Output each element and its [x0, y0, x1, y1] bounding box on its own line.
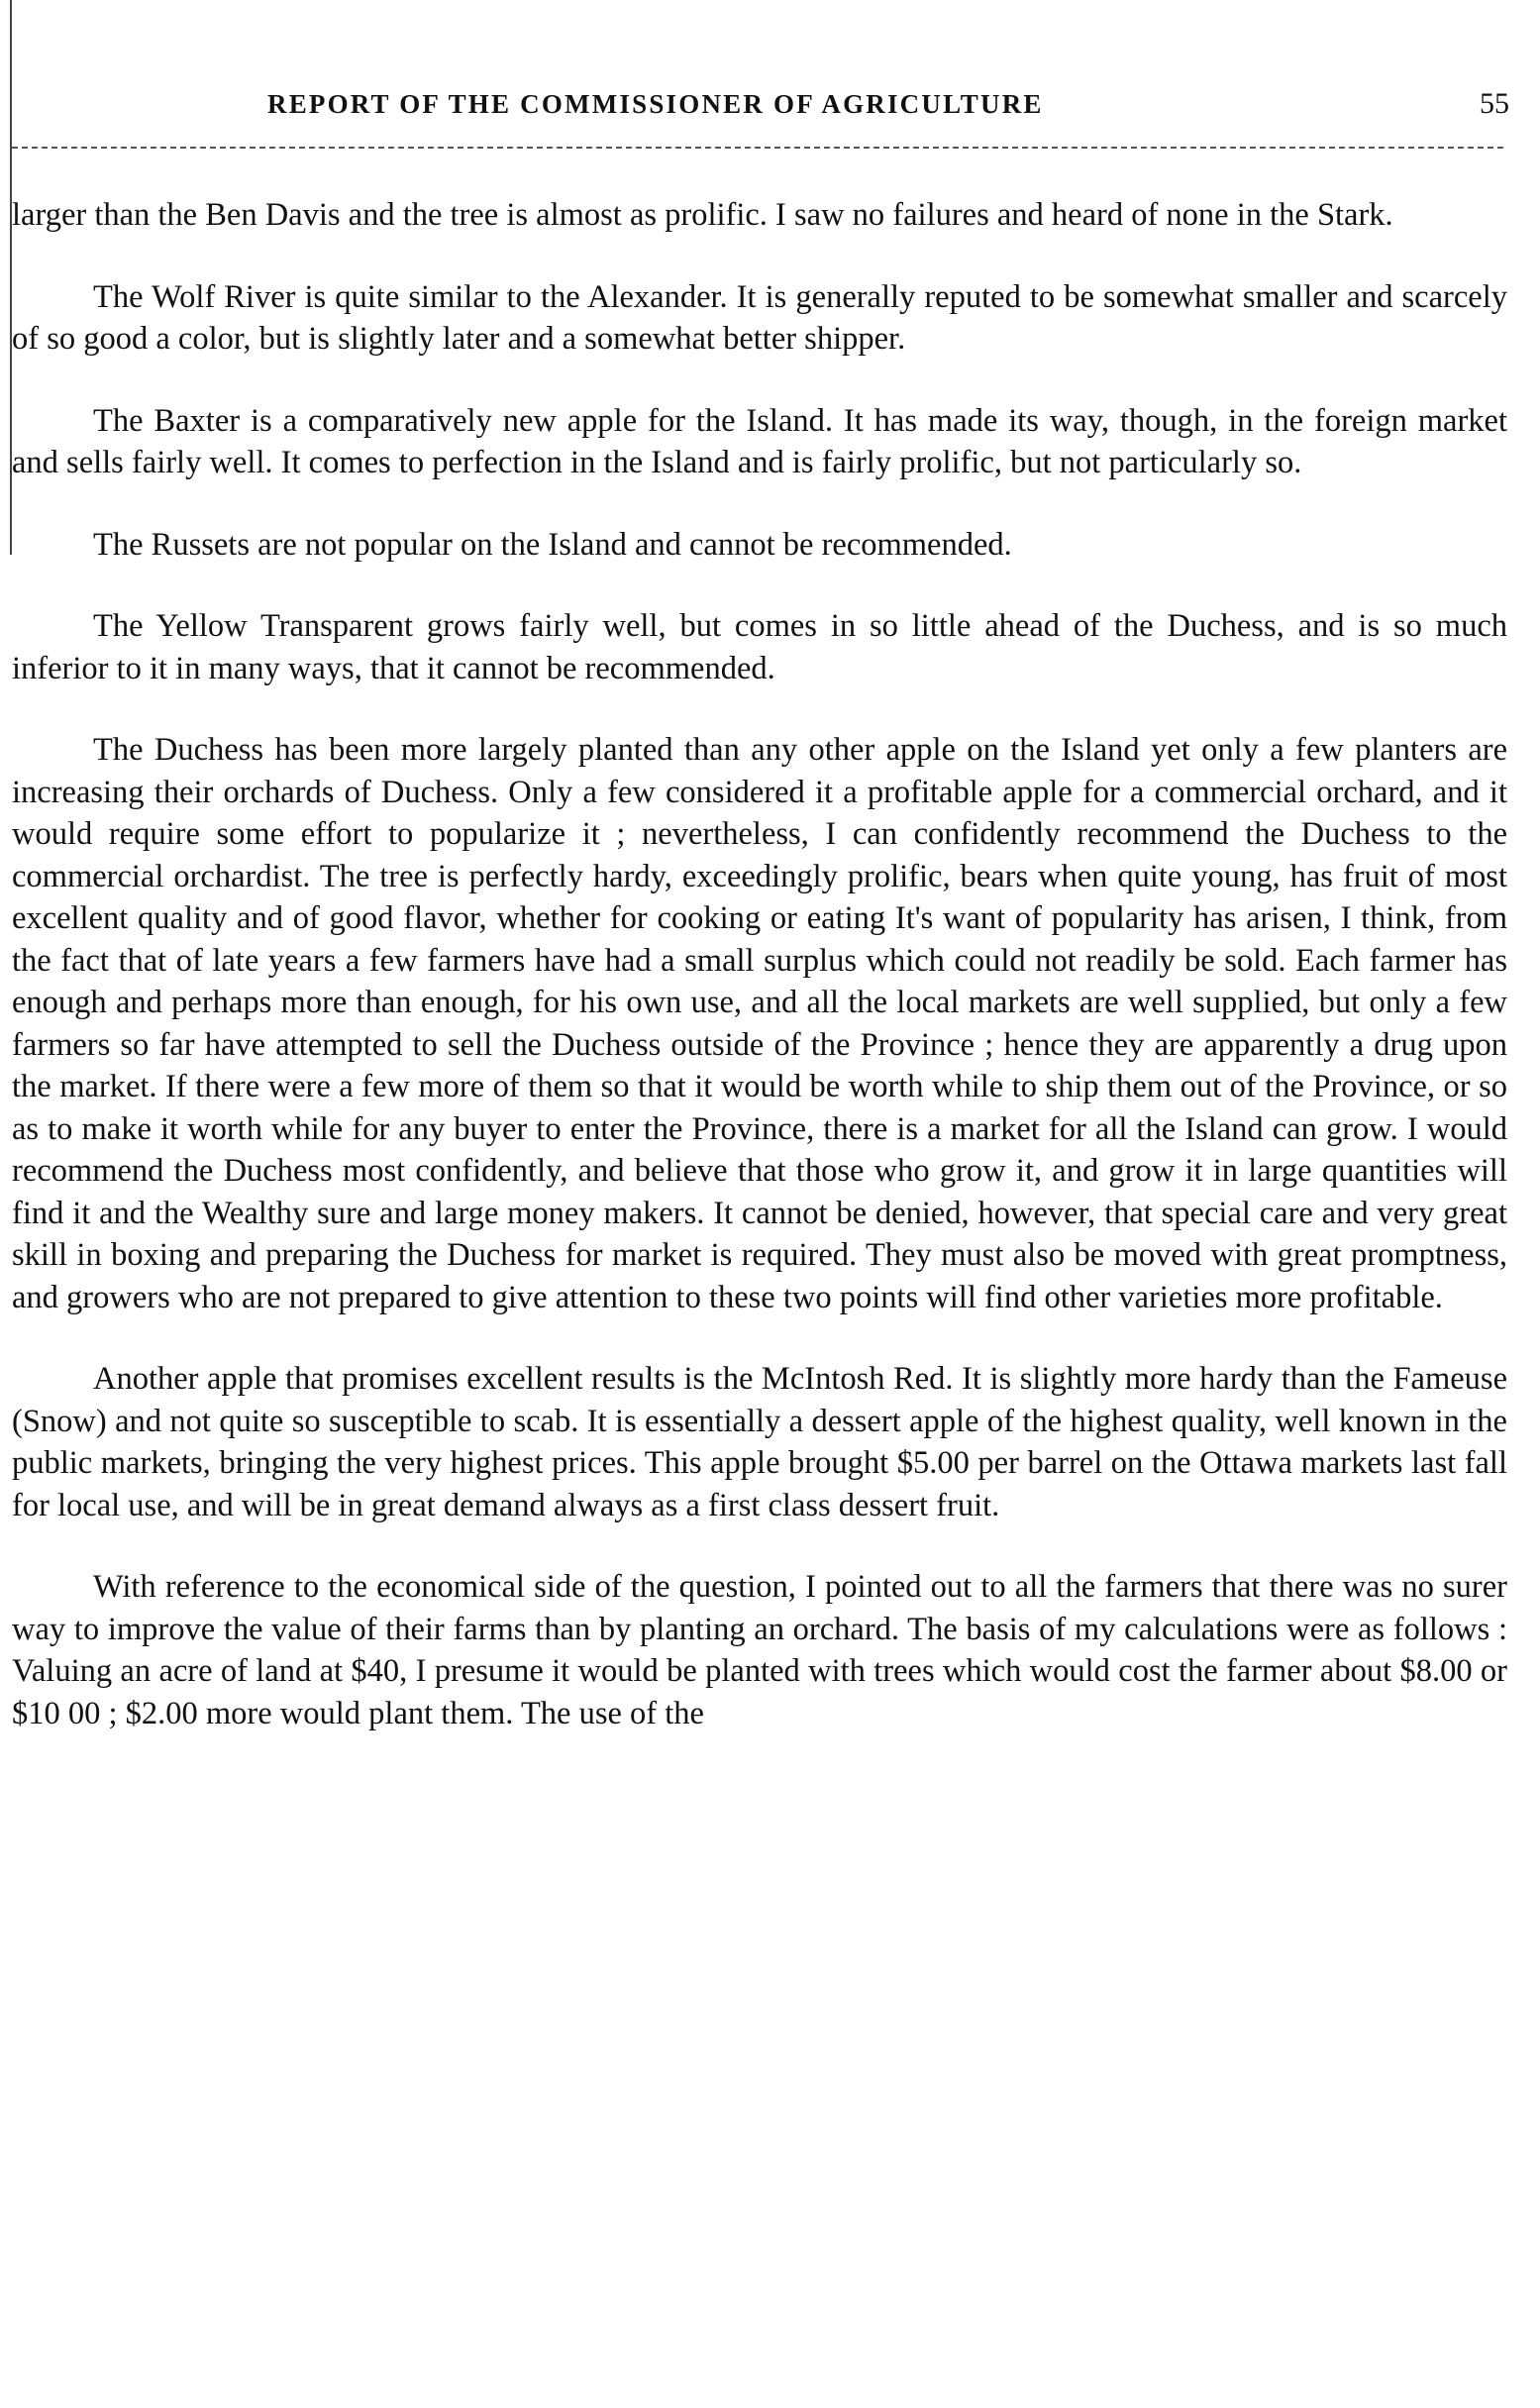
- paragraph-continuation: larger than the Ben Davis and the tree is almost as prolific. I saw no failures and heard of none in the Stark.: [12, 197, 1393, 233]
- paragraph-baxter: The Baxter is a comparatively new apple for the Island. It has made its way, though, in the foreign market and sells fairly well. It comes to perfection in the Island and is fairly prolific, but not particularly so.: [12, 402, 1507, 480]
- page-header: [12, 85, 1509, 131]
- paragraph-russets: The Russets are not popular on the Island and cannot be recommended.: [93, 526, 1012, 563]
- running-title: REPORT OF THE COMMISSIONER OF AGRICULTURE: [267, 89, 1044, 119]
- paragraph-duchess: The Duchess has been more largely planted than any other apple on the Island yet only a few planters are increasing their orchards of Duchess. Only a few considered it a profitable apple for a commercial orchard, and it would require some effort to popularize it ; nevertheless, I can confidently recommend the Duchess to the commercial orchardist. The tree is perfectly hardy, exceedingly prolific, bears when quite young, has fruit of most excellent quality and of good flavor, whether for cooking or eating It's want of popularity has arisen, I think, from the fact that of late years a few farmers have had a small surplus which could not readily be sold. Each farmer has enough and perhaps more than enough, for his own use, and all the local markets are well supplied, but only a few farmers so far have attempted to sell the Duchess outside of the Province ; hence they are apparently a drug upon the market. If there were a few more of them so that it would be worth while to ship them out of the Province, or so as to make it worth while for any buyer to enter the Province, there is a market for all the Island can grow. I would recommend the Duchess most confidently, and believe that those who grow it, and grow it in large quantities will find it and the Wealthy sure and large money makers. It cannot be denied, however, that special care and very great skill in boxing and preparing the Duchess for market is required. They must also be moved with great promptness, and growers who are not prepared to give attention to these two points will find other varieties more profitable.: [12, 732, 1507, 1315]
- paragraph-economics: With reference to the economical side of the question, I pointed out to all the farmers that there was no surer way to improve the value of their farms than by planting an orchard. The basis of my calculations were as follows : Valuing an acre of land at $40, I presume it would be planted with trees which would cost the farmer about $8.00 or $10 00 ; $2.00 more would plant them. The use of the: [12, 1569, 1507, 1731]
- header-divider: [12, 147, 1503, 149]
- page-number: 55: [1480, 87, 1509, 120]
- body-text: [12, 194, 1507, 1734]
- paragraph-mcintosh-red: Another apple that promises excellent results is the McIntosh Red. It is slightly more hardy than the Fameuse (Snow) and not quite so susceptible to scab. It is essentially a dessert apple of the highest quality, well known in the public markets, bringing the very highest prices. This apple brought $5.00 per barrel on the Ottawa markets last fall for local use, and will be in great demand always as a first class dessert fruit.: [12, 1361, 1507, 1523]
- paragraph-wolf-river: The Wolf River is quite similar to the Alexander. It is generally reputed to be somewhat smaller and scarcely of so good a color, but is slightly later and a somewhat better shipper.: [12, 278, 1507, 357]
- paragraph-yellow-transparent: The Yellow Transparent grows fairly well, but comes in so little ahead of the Duchess, and is so much inferior to it in many ways, that it cannot be recommended.: [12, 608, 1507, 686]
